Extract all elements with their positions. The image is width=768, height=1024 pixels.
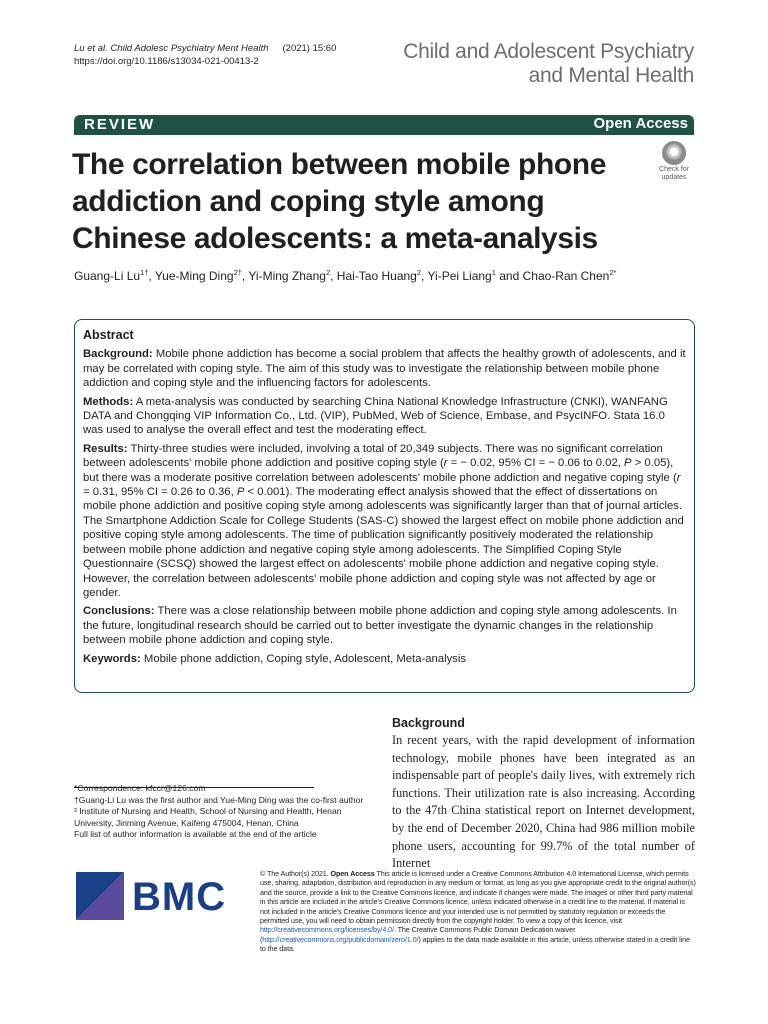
bmc-logo: [76, 872, 227, 922]
results-stat: P: [236, 486, 245, 499]
keywords-text: Mobile phone addiction, Coping style, Adolescent, Meta-analysis: [143, 652, 467, 665]
bmc-logo-text: BMC: [132, 875, 227, 919]
author-affiliation: 2†: [233, 268, 242, 277]
methods-text: A meta-analysis was conducted by searching China National Knowledge Infrastructure (CNKI), WANFANG DATA and Chongqing VIP Information Co., Ltd. (VIP), PubMed, Web of Science, Embase, and PsycINFO. Stata 16.0 was used to analyse the overall effect and test the moderating effect.: [83, 395, 668, 437]
results-text: = − 0.02, 95% CI = − 0.06 to 0.02,: [447, 457, 625, 470]
results-stat: r: [676, 471, 681, 484]
citation-authors: Lu et al. Child Adolesc Psychiatry Ment Health: [74, 43, 269, 54]
keywords-label: Keywords:: [83, 652, 141, 665]
author-affiliation: 1: [491, 268, 496, 277]
body-text: In recent years, with the rapid development of information technology, mobile phones have been integrated as an indispensable part of people's daily lives, with extremely rich functions. Their utilization rate is also increasing. According to the 47th China statistical report on Internet development, by the end of December 2020, China had 986 million mobile phone users, accounting for 99.7% of the total number of Internet: [392, 733, 695, 871]
journal-name-line1: Child and Adolescent Psychiatry: [403, 40, 694, 63]
citation-header: [74, 42, 336, 68]
results-text: < 0.001). The moderating effect analysis showed that the effect of dissertations on mobile phone addiction and positive coping style among adolescents was significantly larger than that of journal articles. The Smartphone Addiction Scale for College Students (SAS-C) showed the largest effect on mobile phone addiction and positive coping style among adolescents. The time of publication significantly positively moderated the relationship between mobile phone addiction and negative coping style among adolescents. The Simplified Coping Style Questionnaire (SCSQ) showed the largest effect on adolescents' mobile phone addiction and negative coping style. However, the correlation between adolescents' mobile phone addiction and coping style was not affected by age or gender.: [83, 486, 684, 599]
affiliation-note: ² Institute of Nursing and Health, School of Nursing and Health, Henan University, Jinming Avenue, Kaifeng 475004, Henan, China: [74, 806, 342, 828]
license-cc0-link[interactable]: http://creativecommons.org/publicdomain/zero/1.0/: [262, 934, 419, 944]
journal-name: [403, 40, 694, 88]
results-text: Thirty-three studies were included, involving a total of 20,349 subjects. There was no significant correlation between adolescents' mobile phone addiction and positive coping style (: [83, 442, 663, 470]
check-for-updates-badge[interactable]: [652, 141, 696, 181]
journal-name-line2: and Mental Health: [528, 64, 694, 87]
conclusions-label: Conclusions:: [83, 605, 155, 618]
author-affiliation: 2: [325, 268, 331, 277]
footnotes: [74, 783, 364, 841]
author-affiliation: 1†: [140, 268, 149, 277]
background-label: Background:: [83, 348, 153, 361]
bmc-logo-icon: [76, 872, 124, 920]
article-title: The correlation between mobile phone addiction and coping style among Chinese adolescents: a meta-analysis: [72, 148, 607, 255]
author-separator: ,: [421, 269, 428, 283]
article-type-label: REVIEW: [84, 116, 156, 133]
author-name[interactable]: Yi-Pei Liang: [427, 269, 492, 283]
section-heading-background: Background: [392, 716, 465, 730]
author-separator: ,: [330, 269, 337, 283]
methods-label: Methods:: [83, 395, 134, 408]
full-author-info-note: Full list of author information is available at the end of the article: [74, 829, 317, 840]
license-text: ) applies to the data made available in this article, unless otherwise stated in a credit line to the data.: [260, 934, 690, 954]
abstract-background: [83, 347, 686, 390]
results-text: > 0.05), but there was a moderate positive correlation between adolescents' mobile phone addiction and negative coping style (: [83, 457, 677, 484]
article-type-band: [74, 115, 694, 135]
results-text: = 0.31, 95% CI = 0.26 to 0.36,: [83, 486, 237, 499]
license-cc-by-link[interactable]: http://creativecommons.org/licenses/by/4.0/: [260, 925, 394, 935]
license-copyright: © The Author(s) 2021.: [260, 869, 331, 878]
author-name[interactable]: Guang-Li Lu: [74, 269, 141, 283]
abstract-methods: [83, 395, 686, 438]
author-affiliation: 2*: [609, 268, 617, 277]
license-open-access: Open Access: [330, 869, 375, 878]
cofirst-author-note: †Guang-Li Lu was the first author and Yue-Ming Ding was the co-first author: [74, 794, 364, 805]
author-separator: ,: [148, 269, 155, 283]
conclusions-text: There was a close relationship between mobile phone addiction and coping style among adolescents. In the future, longitudinal research should be carried out to better investigate the dynamic changes in the relationship between mobile phone addiction and coping style.: [83, 605, 677, 647]
results-stat: r: [443, 457, 448, 470]
author-name[interactable]: Chao-Ran Chen: [522, 269, 610, 283]
author-name[interactable]: Yi-Ming Zhang: [248, 269, 326, 283]
abstract-heading: Abstract: [83, 328, 134, 342]
author-separator: ,: [241, 269, 249, 283]
correspondence-note[interactable]: *Correspondence: kfccr@126.com: [74, 783, 206, 793]
citation-year: (2021) 15:60: [282, 43, 337, 54]
author-name[interactable]: Hai-Tao Huang: [336, 269, 417, 283]
abstract-results: [83, 442, 686, 600]
license-text: . The Creative Commons Public Domain Dedication waiver (: [260, 925, 576, 944]
doi-link[interactable]: https://doi.org/10.1186/s13034-021-00413-2: [74, 56, 259, 67]
author-separator: and: [495, 269, 523, 283]
author-list: [74, 265, 714, 284]
check-updates-line2: updates: [661, 174, 687, 181]
check-updates-line1: Check for: [659, 166, 689, 173]
results-label: Results:: [83, 442, 128, 455]
license-text: This article is licensed under a Creative Commons Attribution 4.0 International License, which permits use, sharing, adaptation, distribution and reproduction in any medium or format, as long as you give appropriate credit to the original author(s) and the source, provide a link to the Creative Commons licence, and indicate if changes were made. The images or other third party material in this article are included in the article's Creative Commons licence, unless indicated otherwise in a credit line to the material. If material is not included in the article's Creative Commons licence and your intended use is not permitted by statutory regulation or exceeds the permitted use, you will need to obtain permission directly from the copyright holder. To view a copy of this licence, visit: [260, 869, 696, 926]
background-text: Mobile phone addiction has become a social problem that affects the healthy growth of adolescents, and it may be correlated with coping style. The aim of this study was to investigate the relationship between mobile phone addiction and coping style and the influencing factors for adolescents.: [83, 348, 686, 390]
license-statement: [260, 869, 696, 954]
check-updates-icon: [662, 141, 686, 165]
abstract-keywords: [83, 652, 686, 666]
abstract-box: [74, 319, 695, 693]
results-stat: P: [624, 457, 632, 470]
open-access-label: Open Access: [593, 115, 688, 132]
author-name[interactable]: Yue-Ming Ding: [154, 269, 234, 283]
author-affiliation: 2: [416, 268, 422, 277]
abstract-conclusions: [83, 604, 686, 647]
